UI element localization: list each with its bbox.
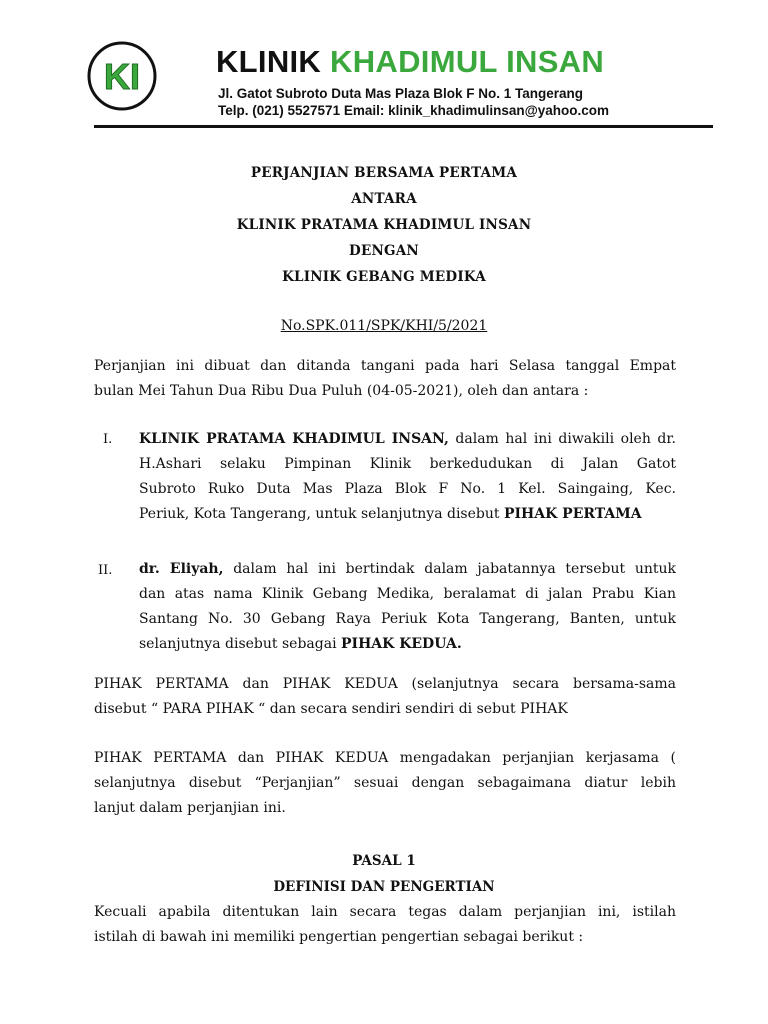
party1-line-1 <box>139 427 676 452</box>
party2-line-4 <box>139 632 676 657</box>
pasal-1-paragraph <box>94 900 676 950</box>
party2-line-3: Santang No. 30 Gebang Raya Periuk Kota Tangerang, Banten, untuk <box>139 611 676 627</box>
agreement-paragraph <box>94 746 676 821</box>
party2-name: dr. Eliyah, <box>139 561 224 577</box>
pasal-1-heading: PASAL 1 <box>352 853 416 869</box>
document-number: No.SPK.011/SPK/KHI/5/2021 <box>280 318 488 334</box>
intro-paragraph <box>94 354 676 404</box>
letterhead <box>0 0 768 130</box>
party2-line-2: dan atas nama Klinik Gebang Medika, beralamat di jalan Prabu Kian <box>139 586 676 602</box>
intro-line-1: Perjanjian ini dibuat dan ditanda tangani pada hari Selasa tanggal Empat <box>94 358 676 374</box>
title-line-5: KLINIK GEBANG MEDIKA <box>282 269 486 285</box>
title-line-3: KLINIK PRATAMA KHADIMUL INSAN <box>236 217 532 233</box>
pasal-1-subheading: DEFINISI DAN PENGERTIAN <box>273 879 495 895</box>
logo-text: KI <box>104 56 140 97</box>
intro-line-2: bulan Mei Tahun Dua Ribu Dua Puluh (04-05-2021), oleh dan antara : <box>94 383 589 399</box>
clinic-name-part1: KLINIK <box>216 44 322 79</box>
header-divider <box>94 125 713 128</box>
title-line-1: PERJANJIAN BERSAMA PERTAMA <box>250 165 518 181</box>
party1-line-4-text: Periuk, Kota Tangerang, untuk selanjutnya disebut <box>139 506 504 522</box>
para-pihak-paragraph <box>94 672 676 722</box>
party2-paragraph <box>139 557 676 657</box>
party1-paragraph <box>139 427 676 527</box>
para-pihak-line-1: PIHAK PERTAMA dan PIHAK KEDUA (selanjutnya secara bersama-sama <box>94 676 676 692</box>
party2-line-1-rest: dalam hal ini bertindak dalam jabatannya tersebut untuk <box>223 561 676 577</box>
party1-line-1-rest: dalam hal ini diwakili oleh dr. <box>448 431 677 447</box>
party2-role: PIHAK KEDUA. <box>341 636 462 652</box>
agreement-line-3: lanjut dalam perjanjian ini. <box>94 800 286 816</box>
clinic-name-part2: KHADIMUL INSAN <box>330 44 605 79</box>
party2-line-4-text: selanjutnya disebut sebagai <box>139 636 341 652</box>
party1-line-2: H.Ashari selaku Pimpinan Klinik berkedudukan di Jalan Gatot <box>139 456 676 472</box>
party1-name: KLINIK PRATAMA KHADIMUL INSAN, <box>139 431 449 447</box>
party2-numeral: II. <box>98 563 113 578</box>
para-pihak-line-2: disebut “ PARA PIHAK “ dan secara sendiri sendiri di sebut PIHAK <box>94 701 568 717</box>
party1-role: PIHAK PERTAMA <box>503 506 642 522</box>
pasal-1-line-1: Kecuali apabila ditentukan lain secara tegas dalam perjanjian ini, istilah <box>94 904 676 920</box>
party2-line-1 <box>139 557 676 582</box>
clinic-address: Jl. Gatot Subroto Duta Mas Plaza Blok F No. 1 Tangerang <box>218 86 584 101</box>
agreement-line-1: PIHAK PERTAMA dan PIHAK KEDUA mengadakan perjanjian kerjasama ( <box>94 750 676 766</box>
pasal-1-line-2: istilah di bawah ini memiliki pengertian pengertian sebagai berikut : <box>94 929 584 945</box>
party1-numeral: I. <box>103 432 113 447</box>
clinic-logo-icon <box>86 40 158 112</box>
party1-line-3: Subroto Ruko Duta Mas Plaza Blok F No. 1 Kel. Saingaing, Kec. <box>139 481 676 497</box>
agreement-line-2: selanjutnya disebut “Perjanjian” sesuai dengan sebagaimana diatur lebih <box>94 775 676 791</box>
clinic-contact: Telp. (021) 5527571 Email: klinik_khadimulinsan@yahoo.com <box>218 103 610 118</box>
title-line-4: DENGAN <box>349 243 419 259</box>
title-line-2: ANTARA <box>351 191 417 207</box>
clinic-name <box>216 44 604 80</box>
party1-line-4 <box>139 502 676 527</box>
